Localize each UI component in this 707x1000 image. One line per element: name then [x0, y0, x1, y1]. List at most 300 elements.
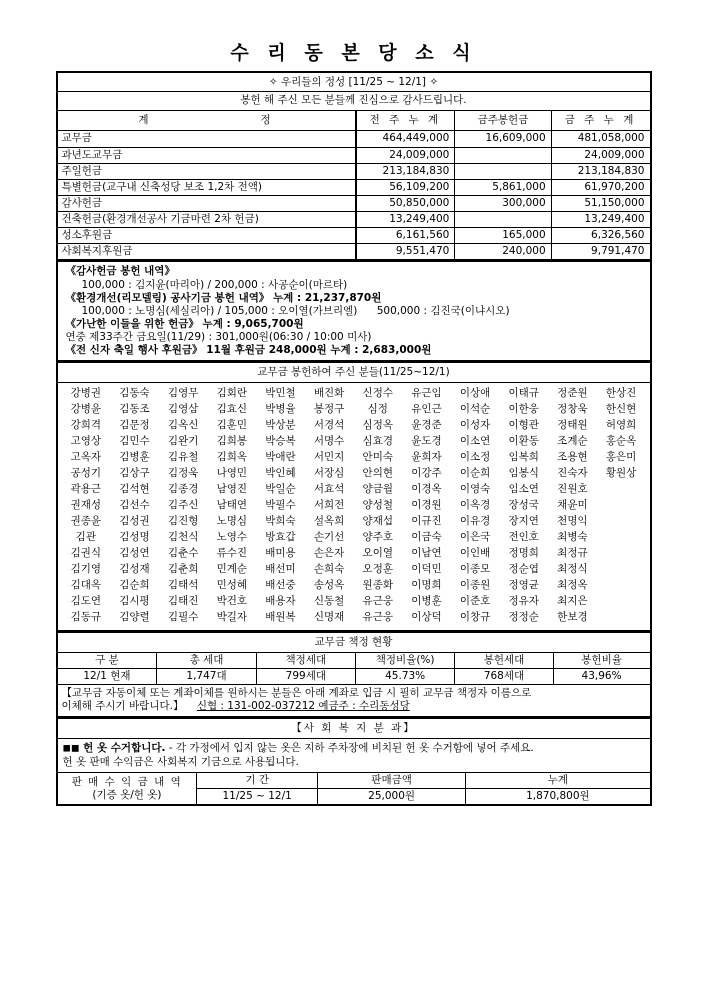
donor-name: 권종윤 [70, 515, 102, 527]
assessment-value: 43,96% [553, 668, 650, 684]
feast-heading [66, 344, 644, 357]
donor-name: 김선수 [119, 499, 150, 512]
donor-name: 김필수 [167, 610, 199, 623]
donor-name: 유근웅 [362, 610, 393, 623]
offering-row-prev: 9,551,470 [356, 244, 455, 261]
donor-name [597, 498, 646, 514]
donor-name: 박인혜 [265, 467, 296, 480]
table-row [57, 195, 651, 211]
donor-name: 이성자 [459, 419, 491, 432]
offering-row-name: 과년도교무금 [57, 147, 356, 163]
donor-name: 윤희자 [411, 451, 442, 464]
sales-header: 누계 [466, 773, 651, 789]
sales-label-line-2: (기증 옷/헌 옷) [92, 788, 162, 801]
donor-name: 송성옥 [313, 578, 345, 591]
account-info: 신협 : 131-002-037212 예금주 : 수리동성당 [196, 700, 410, 713]
donor-name: 박승복 [265, 435, 296, 448]
donor-name: 임복희 [508, 451, 539, 464]
donor-name: 김관 [75, 530, 96, 543]
donor-name: 박건호 [216, 594, 248, 607]
remodel-heading [66, 292, 644, 305]
donor-name: 이소연 [459, 435, 491, 448]
donor-name: 이종모 [459, 562, 491, 575]
offering-col-this-week: 금주봉헌금 [455, 111, 551, 131]
donor-name: 신명재 [313, 610, 345, 623]
offering-row-total: 9,791,470 [551, 244, 650, 261]
offering-row-week: 240,000 [455, 244, 551, 261]
donor-row [62, 498, 646, 514]
donor-name: 김권식 [70, 546, 102, 559]
donor-name: 진원호 [557, 483, 588, 496]
donor-name: 박희숙 [265, 515, 296, 527]
donor-name: 박민철 [265, 387, 296, 400]
offering-row-total: 481,058,000 [551, 131, 650, 147]
donor-name: 홍은미 [605, 451, 637, 464]
donor-name: 장지연 [508, 515, 539, 527]
assessment-header: 책정비율(%) [355, 652, 454, 668]
offering-row-week [455, 212, 551, 228]
donor-name: 박길자 [216, 610, 248, 623]
donor-name: 이상덕 [411, 610, 442, 623]
donor-row [62, 434, 646, 450]
donor-name: 박상분 [265, 419, 296, 432]
donor-name: 김영삼 [167, 403, 199, 416]
donor-name: 박애란 [265, 451, 296, 464]
donor-name: 최정식 [557, 562, 588, 575]
donor-row [62, 610, 646, 626]
donor-name: 유근임 [411, 387, 442, 400]
donor-name: 손기선 [313, 530, 345, 543]
assessment-value: 768세대 [455, 668, 553, 684]
donor-name: 공성기 [70, 467, 102, 480]
donor-name: 김기영 [70, 562, 102, 575]
donor-name: 김동조 [119, 403, 150, 416]
donor-name: 박병율 [265, 403, 296, 416]
donor-name: 손은자 [313, 546, 345, 559]
donor-name: 김효신 [216, 403, 248, 416]
donor-name: 김춘희 [167, 562, 199, 575]
assessment-header: 봉헌세대 [455, 652, 553, 668]
donor-name [597, 530, 646, 546]
donors-name-grid [62, 386, 646, 625]
donor-name: 양성철 [362, 499, 393, 512]
donor-name: 심정 [367, 403, 388, 416]
donor-row [62, 578, 646, 594]
offering-row-name: 교무금 [57, 131, 356, 147]
offering-row-name: 건축헌금(환경개선공사 기금마련 2차 헌금) [57, 212, 356, 228]
donor-name: 이태규 [508, 387, 539, 400]
offering-row-total: 13,249,400 [551, 212, 650, 228]
donor-name: 심정옥 [362, 419, 393, 432]
donor-name: 이경옥 [411, 483, 442, 496]
donor-row [62, 418, 646, 434]
donor-name: 김영무 [167, 387, 199, 400]
donor-name: 홍순옥 [605, 435, 637, 448]
offering-row-total: 213,184,830 [551, 163, 650, 179]
donor-name: 조계순 [557, 435, 588, 448]
donor-name: 양주호 [362, 530, 393, 543]
donor-name: 김주신 [167, 499, 199, 512]
donor-name: 원종화 [362, 578, 393, 591]
donors-title: 교무금 봉헌하여 주신 분들(11/25~12/1) [57, 363, 651, 383]
donor-name: 정영균 [508, 578, 539, 591]
donor-name: 오이열 [362, 546, 393, 559]
offering-subbanner-row [57, 92, 651, 111]
donor-name: 배선미 [265, 562, 296, 575]
donor-name: 서명수 [313, 435, 345, 448]
donor-name: 남영진 [216, 483, 248, 496]
donor-name: 이강주 [411, 467, 442, 480]
table-row [57, 147, 651, 163]
donor-name: 이형관 [508, 419, 539, 432]
donor-name: 이종원 [459, 578, 491, 591]
offering-col-this-total: 금 주 누 계 [551, 111, 650, 131]
donor-name: 한신현 [605, 403, 637, 416]
donor-name: 서경석 [313, 419, 345, 432]
assessment-header-row [57, 652, 651, 668]
donor-name: 민계순 [216, 562, 248, 575]
donor-name: 이금숙 [411, 530, 442, 543]
poor-heading [66, 318, 644, 331]
poor-heading-label: 《가난한 이들을 위한 헌금》 누계 : [65, 317, 235, 330]
donor-name: 남태연 [216, 499, 248, 512]
donor-name [597, 594, 646, 610]
donor-name: 노영수 [216, 530, 248, 543]
offering-row-total: 61,970,200 [551, 179, 650, 195]
offering-details-row [57, 262, 651, 361]
offering-banner: ✧ 우리들의 정성 [11/25 ~ 12/1] ✧ [57, 72, 651, 92]
donor-name: 봉정구 [313, 403, 345, 416]
donors-title-row [57, 363, 651, 383]
donor-name: 나영민 [216, 467, 248, 480]
donor-name: 정정순 [508, 610, 539, 623]
donor-name: 채윤미 [557, 499, 588, 512]
donor-name: 김옥신 [167, 419, 199, 432]
donor-name: 최병숙 [557, 530, 588, 543]
donor-name: 방효갑 [265, 530, 296, 543]
donor-name: 강희격 [70, 419, 102, 432]
donor-name: 서민지 [313, 451, 345, 464]
donor-name: 이환동 [508, 435, 539, 448]
donor-name: 정순엽 [508, 562, 539, 575]
donor-row [62, 482, 646, 498]
donor-name: 강병윤 [70, 403, 102, 416]
donor-name: 진숙자 [557, 467, 588, 480]
assessment-header: 책정세대 [256, 652, 355, 668]
table-row [57, 228, 651, 244]
donor-row [62, 530, 646, 546]
donor-name: 손희숙 [313, 562, 345, 575]
donor-name: 이덕민 [411, 562, 442, 575]
assessment-header: 총 세대 [157, 652, 256, 668]
account-note-row [57, 685, 651, 718]
donor-name: 김정욱 [167, 467, 199, 480]
donor-name: 배진화 [313, 387, 345, 400]
offering-row-week: 300,000 [455, 195, 551, 211]
donor-name [597, 578, 646, 594]
offering-col-category-right: 정 [260, 114, 274, 127]
welfare-note-line-2: 헌 옷 판매 수익금은 사회복지 기금으로 사용됩니다. [62, 755, 299, 768]
donor-name: 정창욱 [557, 403, 588, 416]
feast-heading-label: 《전 신자 축일 행사 후원금》 11월 후원금 248,000원 누계 : [65, 344, 363, 357]
donor-name: 김시평 [119, 594, 150, 607]
donor-row [62, 402, 646, 418]
donor-name: 이유경 [459, 515, 491, 527]
donor-name: 천명익 [557, 515, 588, 527]
donor-name: 노명심 [216, 515, 248, 527]
thanks-heading: 《감사헌금 봉헌 내역》 [65, 265, 175, 278]
welfare-note-line-1 [63, 742, 646, 756]
donor-name: 김성권 [119, 515, 150, 527]
donor-name: 이준호 [459, 594, 491, 607]
donor-name: 김유철 [167, 451, 199, 464]
sales-value: 25,000원 [317, 789, 465, 806]
donor-name: 이한웅 [508, 403, 539, 416]
account-note-line-1: 【교무금 자동이체 또는 계좌이체를 원하시는 분들은 아래 계좌로 입금 시 필히 교무금 책정자 이름으로 [61, 687, 532, 700]
donor-name: 김희봉 [216, 435, 248, 448]
donor-name: 임봉식 [508, 467, 539, 480]
welfare-note-bold: ◼ 헌 옷 수거합니다. [70, 742, 166, 755]
offering-row-week: 165,000 [455, 228, 551, 244]
donor-name: 이상애 [459, 387, 491, 400]
offering-header-row [57, 111, 651, 131]
donor-row [62, 594, 646, 610]
donor-name: 배용자 [265, 594, 296, 607]
offering-details-cell [57, 262, 651, 361]
poor-total: 9,065,700원 [234, 317, 304, 330]
donor-name: 곽용근 [70, 483, 102, 496]
assessment-table [56, 632, 652, 719]
donor-row [62, 562, 646, 578]
donor-name: 김회란 [216, 387, 248, 400]
assessment-value: 799세대 [256, 668, 355, 684]
donor-name: 이병훈 [411, 594, 442, 607]
donor-name: 조용현 [557, 451, 588, 464]
donor-name: 김태진 [167, 594, 199, 607]
assessment-value: 1,747대 [157, 668, 256, 684]
donor-name: 김대옥 [70, 578, 102, 591]
donor-name [597, 514, 646, 530]
donor-name: 정유자 [508, 594, 539, 607]
remodel-line-2: 500,000 : 김진국(이냐시오) [376, 304, 510, 317]
donor-name: 김양렬 [119, 610, 150, 623]
account-note-cell [57, 685, 651, 718]
donor-name: 윤경준 [411, 419, 442, 432]
remodel-heading-label: 《환경개선(리모델링) 공사기금 봉헌 내역》 누계 : [65, 291, 305, 304]
account-note-line-2 [62, 700, 646, 713]
donor-name: 김석현 [119, 483, 150, 496]
donors-grid-row [57, 383, 651, 631]
donor-name [597, 562, 646, 578]
welfare-note-row [57, 739, 651, 773]
donors-table [56, 362, 652, 631]
donor-name: 장성국 [508, 499, 539, 512]
donor-name: 이소정 [459, 451, 491, 464]
remodel-line-1: 100,000 : 노명심(세실리아) / 105,000 : 오이열(가브리엘) [81, 304, 358, 317]
offering-col-category [57, 111, 356, 131]
donor-name: 한상진 [605, 387, 637, 400]
offering-row-prev: 24,009,000 [356, 147, 455, 163]
donor-name: 심효경 [362, 435, 393, 448]
donor-name: 김성연 [119, 546, 150, 559]
assessment-value: 45.73% [355, 668, 454, 684]
donor-name: 류수진 [216, 546, 248, 559]
sales-value: 1,870,800원 [466, 789, 651, 806]
donor-name: 정준원 [557, 387, 588, 400]
bullet-square-icon: ◼ [62, 743, 71, 755]
donor-name: 민성혜 [216, 578, 248, 591]
assessment-header: 봉헌비율 [553, 652, 650, 668]
welfare-header-row [57, 773, 651, 789]
donor-name: 안미숙 [362, 451, 393, 464]
thanks-line-1: 100,000 : 김지윤(마리아) / 200,000 : 사공순이(마르타) [81, 278, 348, 291]
sales-label-line-1: 판 매 수 익 금 내 역 [71, 775, 183, 788]
donor-name: 설옥희 [313, 515, 345, 527]
donor-name: 이순희 [459, 467, 491, 480]
offering-row-week [455, 163, 551, 179]
donor-name: 이남연 [411, 546, 442, 559]
donor-name: 이영숙 [459, 483, 491, 496]
offering-row-name: 사회복지후원금 [57, 244, 356, 261]
donor-row [62, 386, 646, 402]
offering-row-name: 주일헌금 [57, 163, 356, 179]
offering-row-week: 5,861,000 [455, 179, 551, 195]
donor-name: 김종경 [167, 483, 199, 496]
donor-name: 고옥자 [70, 451, 102, 464]
assessment-title-row [57, 632, 651, 652]
donor-name: 김천식 [167, 530, 199, 543]
donor-name: 서효석 [313, 483, 345, 496]
donor-name: 신정수 [362, 387, 393, 400]
table-row [57, 179, 651, 195]
assessment-value: 12/1 현재 [57, 668, 157, 684]
welfare-table [56, 718, 652, 806]
assessment-title: 교무금 책정 현황 [57, 632, 651, 652]
donor-name: 서희전 [313, 499, 345, 512]
table-row [57, 131, 651, 147]
donor-name: 양재섭 [362, 515, 393, 527]
donor-name: 유근웅 [362, 594, 393, 607]
account-note-line-2-text: 이체해 주시기 바랍니다.】 [61, 700, 184, 713]
donor-name: 김순희 [119, 578, 150, 591]
donor-name: 윤도경 [411, 435, 442, 448]
welfare-title: 【사 회 복 지 분 과】 [57, 719, 651, 739]
donor-name: 오정훈 [362, 562, 393, 575]
welfare-title-row [57, 719, 651, 739]
donor-name [597, 610, 646, 626]
donor-name: 최정옥 [557, 578, 588, 591]
donor-name: 김진형 [167, 515, 199, 527]
donor-name: 고영상 [70, 435, 102, 448]
donor-name: 최지은 [557, 594, 588, 607]
donor-name: 김민수 [119, 435, 150, 448]
donor-row [62, 466, 646, 482]
assessment-value-row [57, 668, 651, 684]
poor-line-1: 연중 제33주간 금요일(11/29) : 301,000원(06:30 / 10:00 미사) [65, 331, 372, 343]
donor-name: 이인배 [459, 546, 491, 559]
sales-value: 11/25 ~ 12/1 [197, 789, 317, 806]
donor-name: 김훈민 [216, 419, 248, 432]
offering-row-name: 특별헌금(교구내 신축성당 보조 1,2차 전액) [57, 179, 356, 195]
donor-name: 권재성 [70, 499, 102, 512]
offering-row-total: 51,150,000 [551, 195, 650, 211]
donor-name: 이경원 [411, 499, 442, 512]
offering-row-prev: 50,850,000 [356, 195, 455, 211]
donor-name: 이옥경 [459, 499, 491, 512]
offering-row-total: 6,326,560 [551, 228, 650, 244]
remodel-total: 21,237,870원 [304, 291, 382, 304]
donor-name: 이명희 [411, 578, 442, 591]
donor-name: 이석순 [459, 403, 491, 416]
donor-name: 최정규 [557, 546, 588, 559]
donor-name: 강병권 [70, 387, 102, 400]
donor-name: 김도연 [70, 594, 102, 607]
offering-banner-row [57, 72, 651, 92]
offering-row-prev: 6,161,560 [356, 228, 455, 244]
donor-name: 김동규 [70, 610, 102, 623]
sales-header: 기 간 [197, 773, 317, 789]
sales-header: 판매금액 [317, 773, 465, 789]
offering-row-week: 16,609,000 [455, 131, 551, 147]
donor-name: 배선중 [265, 578, 296, 591]
donor-name: 신동철 [313, 594, 345, 607]
welfare-note-rest: - 각 가정에서 입지 않는 옷은 지하 주차장에 비치된 헌 옷 수거함에 넣어 주세요. [165, 742, 534, 755]
donor-name: 이규진 [411, 515, 442, 527]
donor-name: 임소연 [508, 483, 539, 496]
donors-grid-cell [57, 383, 651, 631]
offering-col-category-left: 계 [138, 114, 152, 127]
donor-name: 유인근 [411, 403, 442, 416]
donor-name: 전인호 [508, 530, 539, 543]
donor-name: 김희옥 [216, 451, 248, 464]
donor-name: 서장심 [313, 467, 345, 480]
donor-name: 김동숙 [119, 387, 150, 400]
offering-row-prev: 213,184,830 [356, 163, 455, 179]
offering-row-total: 24,009,000 [551, 147, 650, 163]
table-row [57, 163, 651, 179]
donor-name: 이은국 [459, 530, 491, 543]
donor-name: 배원복 [265, 610, 296, 623]
offering-col-prev-total: 전 주 누 계 [356, 111, 455, 131]
donor-name: 한보경 [557, 610, 588, 623]
donor-name: 배미용 [265, 546, 296, 559]
donor-name: 허영희 [605, 419, 637, 432]
donor-name: 김병훈 [119, 451, 150, 464]
offering-row-name: 감사헌금 [57, 195, 356, 211]
offering-row-prev: 464,449,000 [356, 131, 455, 147]
donor-name: 양금월 [362, 483, 393, 496]
page-title: 수 리 동 본 당 소 식 [230, 42, 477, 64]
donor-name: 정태원 [557, 419, 588, 432]
offering-row-prev: 56,109,200 [356, 179, 455, 195]
donor-name: 박필수 [265, 499, 296, 512]
donor-name: 김춘수 [167, 546, 199, 559]
donor-name: 이창규 [459, 610, 491, 623]
table-row [57, 212, 651, 228]
donor-row [62, 546, 646, 562]
donor-name: 김문정 [119, 419, 150, 432]
donor-name: 정명희 [508, 546, 539, 559]
welfare-note-cell [57, 739, 651, 773]
donor-name: 김태석 [167, 578, 199, 591]
donor-name: 김성명 [119, 530, 150, 543]
donor-name: 황원상 [605, 467, 637, 480]
donor-name: 김성재 [119, 562, 150, 575]
donor-name [597, 546, 646, 562]
table-row [57, 244, 651, 261]
donor-row [62, 450, 646, 466]
donor-row [62, 514, 646, 530]
